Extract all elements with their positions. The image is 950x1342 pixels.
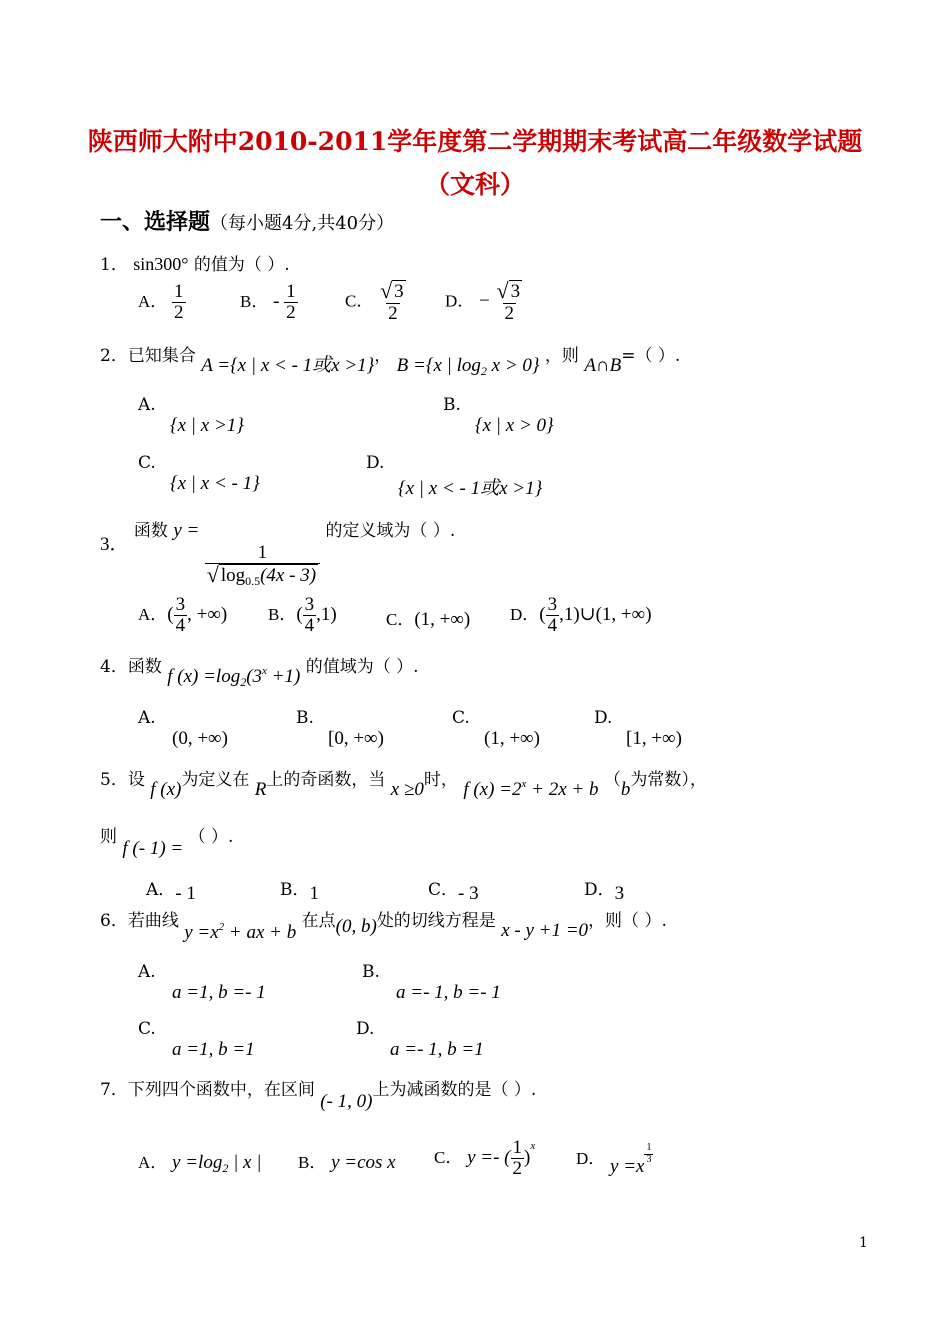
q1-option-d: D． − √ 3 2 bbox=[445, 278, 521, 324]
q5-option-b: B．1 bbox=[280, 880, 319, 904]
q3-option-c: C．(1, +∞) bbox=[386, 609, 471, 630]
q3-option-b: B．( $\frac{3}{4}$ ,1) bbox=[268, 594, 337, 636]
exam-title-line2: （文科） bbox=[424, 170, 525, 199]
q2-option-d: D. {x | x < - 1或x >1} bbox=[366, 453, 543, 499]
q2-option-a: A. {x | x >1} bbox=[138, 395, 244, 436]
exam-title-line1: 陕西师大附中2010-2011学年度第二学期期末考试高二年级数学试题 bbox=[87, 127, 863, 156]
q2-option-c: C. {x | x < - 1} bbox=[138, 453, 260, 494]
q3-option-a: A．( $\frac{3}{4}$ , +∞) bbox=[138, 594, 228, 636]
q1-expression: sin300° bbox=[133, 254, 189, 274]
question-7: 7．下列四个函数中，在区间 (- 1, 0)上为减函数的是（ ）. bbox=[100, 1080, 537, 1112]
question-1 bbox=[100, 250, 290, 275]
question-6: 6．若曲线 $y =x^2$ + ax + b 在点(0, b)处的切线方程是 x - y +1 =0，则（ ）. bbox=[100, 911, 667, 943]
section-note: （每小题4分,共40分） bbox=[210, 213, 395, 234]
q6-option-a: A. a =1, b =- 1 bbox=[138, 962, 266, 1003]
q6-curve: $y =x^2$ + ax + b bbox=[184, 921, 297, 943]
q2-intersection: A∩B bbox=[584, 355, 622, 376]
q5-function: f $(x) =2^x + 2x + b$ bbox=[463, 778, 599, 800]
q5-option-c: C．- 3 bbox=[428, 880, 479, 904]
question-4: 4．函数 f $(x) =\log_2(3^x +1)$ 的值域为（ ）. bbox=[100, 657, 419, 689]
q3-function-fraction: 1 √ $\log_{0.5}(4x - 3)$ bbox=[205, 543, 320, 588]
q2-set-a: A ={x | x < - 1或x >1} bbox=[201, 355, 375, 376]
question-5-line2: 则 f (- 1) = （ ）. bbox=[100, 827, 234, 859]
section-title: 一、选择题 bbox=[100, 209, 211, 235]
q4-option-d: D. [1, +∞) bbox=[594, 708, 682, 749]
section-heading bbox=[100, 205, 394, 236]
page-number: 1 bbox=[859, 1235, 868, 1251]
q1-option-c: C． √ 3 2 bbox=[345, 278, 404, 324]
q6-option-b: B. a =- 1, b =- 1 bbox=[362, 962, 501, 1003]
q7-option-b: B． y =cos x bbox=[298, 1152, 396, 1173]
q1-number: 1． bbox=[100, 255, 128, 275]
q6-option-d: D. a =- 1, b =1 bbox=[356, 1019, 484, 1060]
q4-option-c: C. (1, +∞) bbox=[452, 708, 540, 749]
q4-option-a: A. (0, +∞) bbox=[138, 708, 228, 749]
q6-option-c: C. a =1, b =1 bbox=[138, 1019, 255, 1060]
q2-set-b: B ={x | $\log_2 x > 0$} bbox=[396, 355, 540, 378]
q4-function: f $(x) =\log_2(3^x +1)$ bbox=[167, 665, 301, 689]
q4-option-b: B. [0, +∞) bbox=[296, 708, 384, 749]
q7-option-a: A． $y =\log_2$ | x | bbox=[138, 1152, 262, 1175]
q1-option-b: B． - $\frac{1}{2}$ bbox=[240, 281, 296, 323]
q5-option-d: D．3 bbox=[584, 880, 625, 904]
q1-text: 的值为（ ）. bbox=[193, 255, 290, 275]
question-2: 2．已知集合 A ={x | x < - 1或x >1}， B ={x | $\log_2 x > 0$} ，则 A∩B=（ ）. bbox=[100, 346, 681, 378]
question-3: 3． 函数 y = 1 √ $\log_{0.5}(4x - 3)$ 的定义域为（ ）. bbox=[100, 520, 456, 588]
q1-option-a: A． $\frac{1}{2}$ bbox=[138, 281, 184, 323]
q7-option-d: D． y =x $\frac{1}{3}$ bbox=[576, 1142, 652, 1177]
q3-option-d: D．( $\frac{3}{4}$ ,1)∪(1, +∞) bbox=[510, 594, 652, 636]
q2-option-b: B. {x | x > 0} bbox=[443, 395, 554, 436]
question-5: 5．设 f (x)为定义在 R上的奇函数，当 x ≥0时， f $(x) =2^x + 2x + b$ （b为常数）， bbox=[100, 770, 707, 800]
q7-option-c: C． y =- ( $\frac{1}{2}$ )$^x$ bbox=[434, 1137, 536, 1179]
q5-option-a: A．- 1 bbox=[146, 880, 196, 904]
